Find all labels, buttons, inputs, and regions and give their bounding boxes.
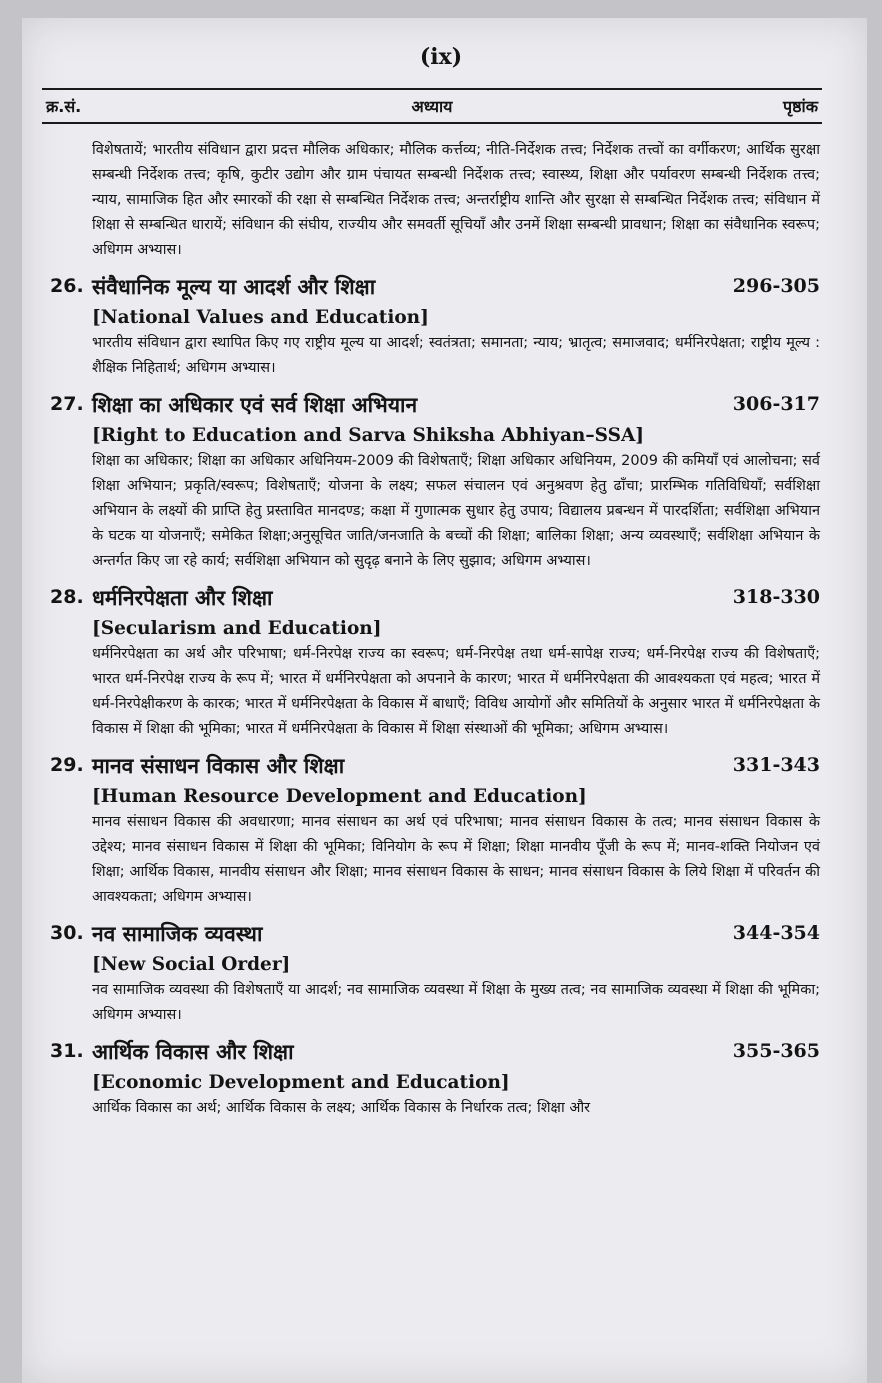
chapter-number: 29. bbox=[50, 754, 84, 776]
table-header bbox=[42, 88, 822, 124]
chapter-number: 31. bbox=[50, 1040, 84, 1062]
chapter-hindi-title: संवैधानिक मूल्य या आदर्श और शिक्षा bbox=[92, 275, 376, 299]
chapter-entry-27 bbox=[50, 391, 820, 574]
chapter-entry-31 bbox=[50, 1038, 820, 1121]
chapter-english-title: [National Values and Education] bbox=[92, 307, 429, 328]
chapter-english-title: [Human Resource Development and Education] bbox=[92, 786, 587, 807]
chapter-hindi-title: मानव संसाधन विकास और शिक्षा bbox=[92, 754, 345, 778]
chapter-entry-29 bbox=[50, 752, 820, 910]
chapter-description: नव सामाजिक व्यवस्था की विशेषताएँ या आदर्श; नव सामाजिक व्यवस्था में शिक्षा के मुख्य तत्व; नव सामाजिक व्यवस्था में शिक्षा की भूमिका; अधिगम अभ्यास। bbox=[92, 982, 820, 1023]
chapter-description: धर्मनिरपेक्षता का अर्थ और परिभाषा; धर्म-निरपेक्ष राज्य का स्वरूप; धर्म-निरपेक्ष तथा धर्म-सापेक्ष राज्य; धर्म-निरपेक्ष राज्य की विशेषताएँ; भारत धर्म-निरपेक्ष राज्य के रूप में; भारत में धर्मनिरपेक्षता को अपनाने के कारण; भारत में धर्मनिरपेक्षता की आवश्यकता एवं महत्व; भारत में धर्म-निरपेक्षीकरण के कारक; भारत में धर्मनिरपेक्षता के विकास में बाधाएँ; विविध आयोगों और समितियों के अनुसार भारत में धर्मनिरपेक्षता के विकास में शिक्षा की भूमिका; भारत में धर्मनिरपेक्षता के विकास में शिक्षा संस्थाओं की भूमिका; अधिगम अभ्यास। bbox=[92, 646, 820, 737]
chapter-description: शिक्षा का अधिकार; शिक्षा का अधिकार अधिनियम-2009 की विशेषताएँ; शिक्षा अधिकार अधिनियम, 2009 की कमियाँ एवं आलोचना; सर्व शिक्षा अभियान; प्रकृति/स्वरूप; विशेषताएँ; योजना के लक्ष्य; सफल संचालन एवं अनुश्रवण हेतु ढाँचा; प्रारम्भिक गतिविधियाँ; सर्वशिक्षा अभियान के लक्ष्यों की प्राप्ति हेतु प्रस्तावित मानदण्ड; कक्षा में गुणात्मक सुधार हेतु उपाय; विद्यालय प्रबन्धन में पारदर्शिता; सर्वशिक्षा अभियान के घटक या योजनाएँ; समेकित शिक्षा;अनुसूचित जाति/जनजाति के बच्चों की शिक्षा; बालिका शिक्षा; अन्य व्यवस्थाएँ; सर्वशिक्षा अभियान के अन्तर्गत किए जा रहे कार्य; सर्वशिक्षा अभियान को सुदृढ़ बनाने के लिए सुझाव; अधिगम अभ्यास। bbox=[92, 453, 820, 569]
header-serial: क्र.सं. bbox=[46, 97, 82, 116]
chapter-pages: 355-365 bbox=[732, 1040, 820, 1062]
chapter-number: 30. bbox=[50, 922, 84, 944]
chapter-hindi-title: आर्थिक विकास और शिक्षा bbox=[92, 1040, 294, 1064]
chapter-number: 28. bbox=[50, 586, 84, 608]
header-chapter: अध्याय bbox=[411, 97, 453, 116]
page-folio: (ix) bbox=[419, 44, 463, 70]
chapter-pages: 306-317 bbox=[732, 393, 820, 415]
contents-list bbox=[50, 138, 820, 1121]
chapter-english-title: [Secularism and Education] bbox=[92, 618, 382, 639]
chapter-hindi-title: नव सामाजिक व्यवस्था bbox=[92, 922, 263, 946]
previous-chapter-description: विशेषतायें; भारतीय संविधान द्वारा प्रदत्त मौलिक अधिकार; मौलिक कर्त्तव्य; नीति-निर्देशक तत्त्व; निर्देशक तत्त्वों का वर्गीकरण; आर्थिक सुरक्षा सम्बन्धी निर्देशक तत्त्व; कृषि, कुटीर उद्योग और ग्राम पंचायत सम्बन्धी निर्देशक तत्त्व; स्वास्थ्य, शिक्षा और पर्यावरण सम्बन्धी निर्देशक तत्त्व; न्याय, सामाजिक हित और स्मारकों की रक्षा से सम्बन्धित निर्देशक तत्त्व; अन्तर्राष्ट्रीय शान्ति और सुरक्षा से सम्बन्धित निर्देशक तत्त्व; संविधान में शिक्षा से सम्बन्धित धारायें; संविधान की संघीय, राज्यीय और समवर्ती सूचियाँ और उनमें शिक्षा सम्बन्धी प्रावधान; शिक्षा का संवैधानिक स्वरूप; अधिगम अभ्यास। bbox=[92, 142, 820, 258]
chapter-english-title: [New Social Order] bbox=[92, 954, 291, 975]
chapter-entry-26 bbox=[50, 273, 820, 381]
chapter-number: 26. bbox=[50, 275, 84, 297]
chapter-hindi-title: शिक्षा का अधिकार एवं सर्व शिक्षा अभियान bbox=[92, 393, 418, 417]
chapter-description: मानव संसाधन विकास की अवधारणा; मानव संसाधन का अर्थ एवं परिभाषा; मानव संसाधन विकास के तत्व; मानव संसाधन विकास के उद्देश्य; मानव संसाधन विकास में शिक्षा की भूमिका; विनियोग के रूप में शिक्षा; शिक्षा मानवीय पूँजी के रूप में; मानव-शक्ति नियोजन एवं शिक्षा; आर्थिक विकास, मानवीय संसाधन और शिक्षा; मानव संसाधन विकास के साधन; मानव संसाधन विकास के लिये शिक्षा में परिवर्तन की आवश्यकता; अधिगम अभ्यास। bbox=[92, 814, 820, 905]
chapter-pages: 318-330 bbox=[732, 586, 820, 608]
chapter-description: आर्थिक विकास का अर्थ; आर्थिक विकास के लक्ष्य; आर्थिक विकास के निर्धारक तत्व; शिक्षा और bbox=[92, 1100, 591, 1116]
chapter-entry-28 bbox=[50, 584, 820, 742]
chapter-entry-30 bbox=[50, 920, 820, 1028]
chapter-pages: 344-354 bbox=[732, 922, 820, 944]
header-page: पृष्ठांक bbox=[783, 97, 818, 116]
chapter-english-title: [Economic Development and Education] bbox=[92, 1072, 510, 1093]
chapter-description: भारतीय संविधान द्वारा स्थापित किए गए राष्ट्रीय मूल्य या आदर्श; स्वतंत्रता; समानता; न्याय; भ्रातृत्व; समाजवाद; धर्मनिरपेक्षता; राष्ट्रीय मूल्य : शैक्षिक निहितार्थ; अधिगम अभ्यास। bbox=[92, 335, 820, 376]
chapter-hindi-title: धर्मनिरपेक्षता और शिक्षा bbox=[92, 586, 273, 610]
chapter-english-title: [Right to Education and Sarva Shiksha Abhiyan–SSA] bbox=[92, 425, 645, 446]
chapter-pages: 331-343 bbox=[732, 754, 820, 776]
chapter-pages: 296-305 bbox=[732, 275, 820, 297]
chapter-number: 27. bbox=[50, 393, 84, 415]
